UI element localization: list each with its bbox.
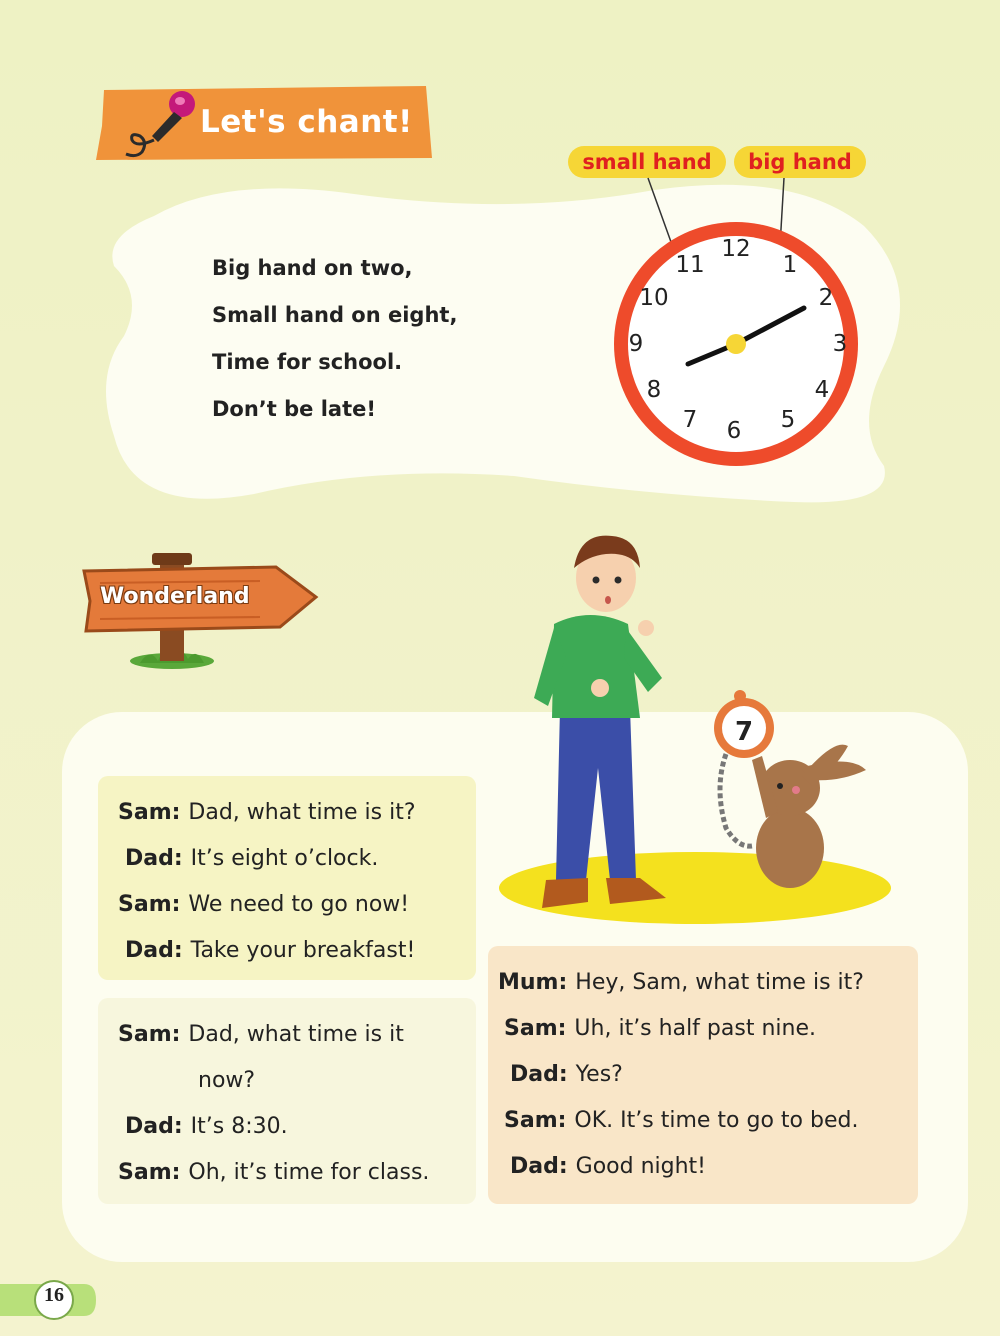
speaker: Sam: <box>118 1022 181 1047</box>
dialogue-line <box>498 1016 864 1062</box>
dialogue-box-2 <box>98 998 476 1204</box>
chant-line: Small hand on eight, <box>212 303 458 327</box>
clock-face <box>604 220 868 484</box>
speaker: Sam: <box>504 1016 567 1041</box>
speaker: Sam: <box>118 892 181 917</box>
page-number: 16 <box>44 1284 64 1306</box>
dialogue-line <box>498 1062 864 1108</box>
big-hand-label: big hand <box>734 146 866 178</box>
sign-label: Wonderland <box>100 584 250 609</box>
speaker: Sam: <box>118 1160 181 1185</box>
speaker: Dad: <box>125 1114 183 1139</box>
speaker: Dad: <box>125 846 183 871</box>
chant-line: Big hand on two, <box>212 256 413 280</box>
speaker: Dad: <box>510 1062 568 1087</box>
clock-number-12: 12 <box>721 236 751 262</box>
line-text: Take your breakfast! <box>190 938 416 963</box>
clock-number-11: 11 <box>675 252 705 278</box>
line-text: Dad, what time is it <box>188 1022 404 1047</box>
dialogue-box-1 <box>98 776 476 980</box>
rabbit <box>756 808 824 888</box>
dialogue-line <box>118 1022 429 1068</box>
dialogue-line <box>118 1114 429 1160</box>
section-title: Let's chant! <box>200 104 413 140</box>
dialogue-line <box>118 1160 429 1206</box>
watch-number: 7 <box>734 717 754 747</box>
boy-hand <box>591 679 609 697</box>
dialogue-line <box>118 892 416 938</box>
clock-number-9: 9 <box>628 331 644 357</box>
line-text: OK. It’s time to go to bed. <box>574 1108 859 1133</box>
speaker: Sam: <box>118 800 181 825</box>
chant-line: Don’t be late! <box>212 397 376 421</box>
wonderland-sign <box>80 553 320 673</box>
line-text: It’s 8:30. <box>190 1114 288 1139</box>
line-text: Dad, what time is it? <box>188 800 416 825</box>
dialogue-line <box>498 1154 864 1200</box>
line-text: Good night! <box>575 1154 706 1179</box>
dialogue-line <box>118 938 416 984</box>
speaker: Sam: <box>504 1108 567 1133</box>
speaker: Dad: <box>510 1154 568 1179</box>
clock-number-5: 5 <box>780 407 796 433</box>
dialogue-line <box>118 846 416 892</box>
clock-number-2: 2 <box>818 285 834 311</box>
clock-number-6: 6 <box>726 418 742 444</box>
chant-line: Time for school. <box>212 350 403 374</box>
boy-and-rabbit-illustration <box>490 528 900 928</box>
clock-number-3: 3 <box>832 331 848 357</box>
line-text: Uh, it’s half past nine. <box>574 1016 816 1041</box>
clock-number-10: 10 <box>639 285 669 311</box>
line-text: Yes? <box>575 1062 623 1087</box>
line-text: It’s eight o’clock. <box>190 846 379 871</box>
line-text: We need to go now! <box>188 892 410 917</box>
line-text: Oh, it’s time for class. <box>188 1160 430 1185</box>
line-text: Hey, Sam, what time is it? <box>575 970 864 995</box>
line-text: now? <box>198 1068 256 1093</box>
clock-number-1: 1 <box>782 252 798 278</box>
small-hand-label: small hand <box>568 146 726 178</box>
dialogue-line <box>498 970 864 1016</box>
clock-center <box>726 334 746 354</box>
dialogue-line <box>118 1068 429 1114</box>
dialogue-line <box>118 800 416 846</box>
clock-number-8: 8 <box>646 377 662 403</box>
dialogue-box-3 <box>488 946 918 1204</box>
clock-number-7: 7 <box>682 407 698 433</box>
speaker: Dad: <box>125 938 183 963</box>
speaker: Mum: <box>498 970 568 995</box>
dialogue-line <box>498 1108 864 1154</box>
clock-number-4: 4 <box>814 377 830 403</box>
